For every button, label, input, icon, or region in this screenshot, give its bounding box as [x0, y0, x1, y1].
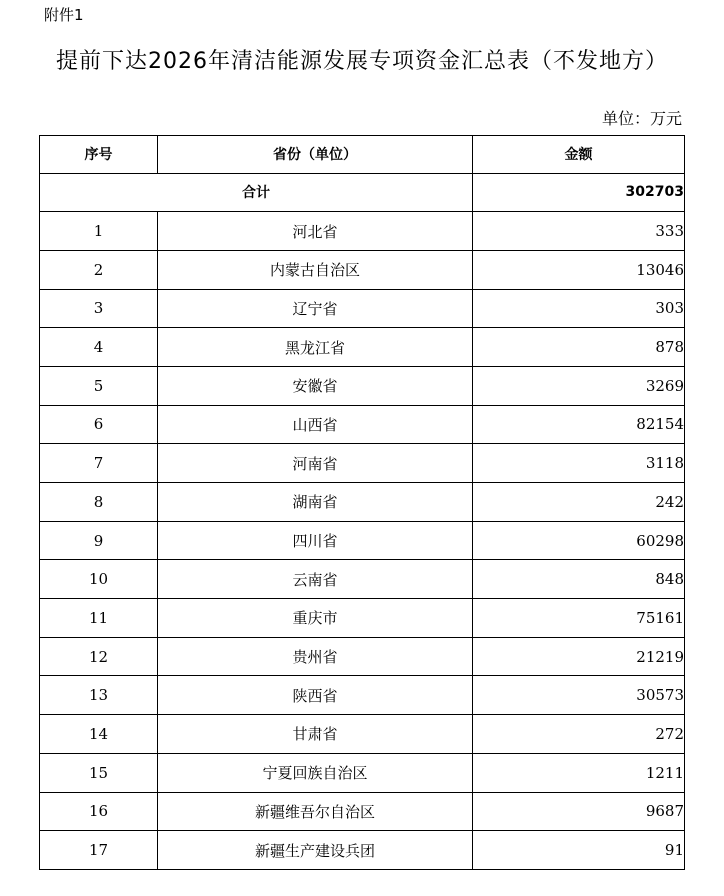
row-amount: 3118	[473, 444, 685, 483]
row-amount: 3269	[473, 366, 685, 405]
row-province: 重庆市	[158, 599, 473, 638]
table-row	[40, 289, 685, 328]
row-amount: 848	[473, 560, 685, 599]
row-index: 10	[40, 560, 158, 599]
row-province: 内蒙古自治区	[158, 250, 473, 289]
row-index: 3	[40, 289, 158, 328]
table-row	[40, 405, 685, 444]
table-row	[40, 212, 685, 251]
table-row	[40, 328, 685, 367]
table-row	[40, 599, 685, 638]
table-row	[40, 792, 685, 831]
table-row	[40, 676, 685, 715]
funding-summary-table	[39, 135, 685, 870]
header-province: 省份（单位）	[158, 136, 473, 174]
row-province: 贵州省	[158, 637, 473, 676]
table-row	[40, 521, 685, 560]
row-province: 四川省	[158, 521, 473, 560]
row-index: 13	[40, 676, 158, 715]
row-index: 2	[40, 250, 158, 289]
header-index: 序号	[40, 136, 158, 174]
table-row	[40, 753, 685, 792]
row-amount: 30573	[473, 676, 685, 715]
row-province: 山西省	[158, 405, 473, 444]
header-amount: 金额	[473, 136, 685, 174]
row-amount: 242	[473, 483, 685, 522]
table-header-row	[40, 136, 685, 174]
row-amount: 91	[473, 831, 685, 870]
total-row	[40, 173, 685, 212]
row-index: 4	[40, 328, 158, 367]
table-row	[40, 637, 685, 676]
row-province: 辽宁省	[158, 289, 473, 328]
row-index: 15	[40, 753, 158, 792]
table-row	[40, 715, 685, 754]
row-amount: 878	[473, 328, 685, 367]
row-index: 6	[40, 405, 158, 444]
table-row	[40, 831, 685, 870]
row-amount: 21219	[473, 637, 685, 676]
row-province: 湖南省	[158, 483, 473, 522]
table-row	[40, 444, 685, 483]
unit-label: 单位：万元	[601, 109, 682, 128]
row-province: 新疆生产建设兵团	[158, 831, 473, 870]
row-amount: 303	[473, 289, 685, 328]
row-amount: 60298	[473, 521, 685, 560]
row-index: 1	[40, 212, 158, 251]
total-amount: 302703	[473, 173, 685, 212]
row-index: 9	[40, 521, 158, 560]
attachment-label: 附件1	[44, 6, 84, 24]
row-province: 新疆维吾尔自治区	[158, 792, 473, 831]
row-index: 8	[40, 483, 158, 522]
row-amount: 333	[473, 212, 685, 251]
row-index: 7	[40, 444, 158, 483]
total-label: 合计	[40, 173, 473, 212]
table-row	[40, 560, 685, 599]
table-row	[40, 366, 685, 405]
row-index: 12	[40, 637, 158, 676]
row-province: 陕西省	[158, 676, 473, 715]
row-amount: 1211	[473, 753, 685, 792]
row-amount: 13046	[473, 250, 685, 289]
row-province: 宁夏回族自治区	[158, 753, 473, 792]
row-index: 14	[40, 715, 158, 754]
table-body	[40, 173, 685, 869]
row-province: 安徽省	[158, 366, 473, 405]
document-title: 提前下达2026年清洁能源发展专项资金汇总表（不发地方）	[56, 49, 668, 74]
row-amount: 82154	[473, 405, 685, 444]
row-index: 11	[40, 599, 158, 638]
row-index: 17	[40, 831, 158, 870]
table-row	[40, 250, 685, 289]
row-province: 黑龙江省	[158, 328, 473, 367]
row-amount: 272	[473, 715, 685, 754]
table-row	[40, 483, 685, 522]
row-province: 河南省	[158, 444, 473, 483]
row-province: 云南省	[158, 560, 473, 599]
row-province: 河北省	[158, 212, 473, 251]
row-amount: 9687	[473, 792, 685, 831]
row-province: 甘肃省	[158, 715, 473, 754]
row-index: 16	[40, 792, 158, 831]
row-amount: 75161	[473, 599, 685, 638]
row-index: 5	[40, 366, 158, 405]
